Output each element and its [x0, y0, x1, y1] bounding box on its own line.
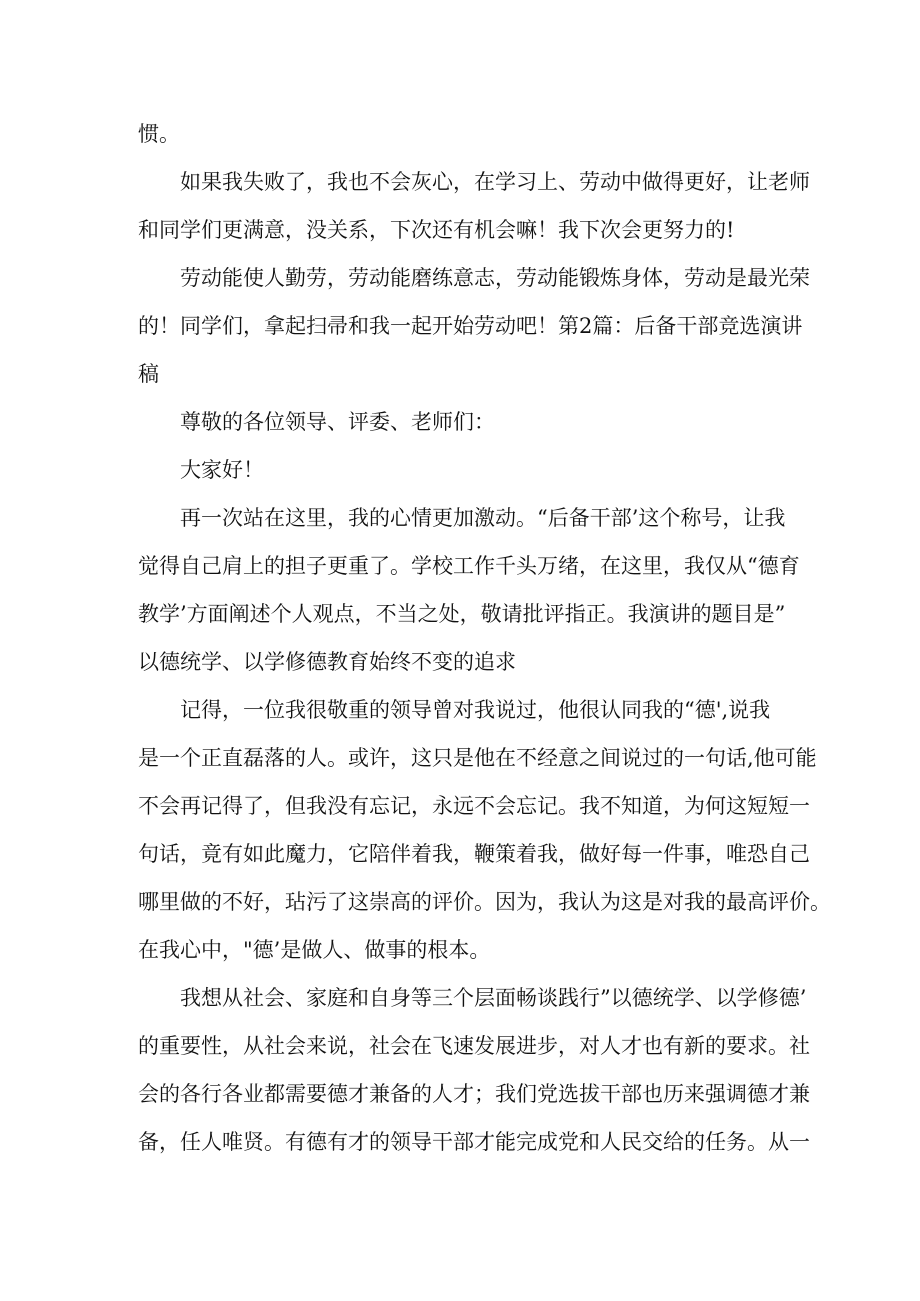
text-line-14: 是一个正直磊落的人。或许，这只是他在不经意之间说过的一句话,他可能 — [138, 746, 817, 770]
text-line-7: 尊敬的各位领导、评委、老师们： — [180, 410, 495, 434]
text-line-10: 觉得自己肩上的担子更重了。学校工作千头万绪，在这里，我仅从“德育 — [138, 554, 800, 578]
text-line-11: 教学’方面阐述个人观点，不当之处，敬请批评指正。我演讲的题目是” — [138, 602, 786, 626]
text-line-16: 句话，竟有如此魔力，它陪伴着我，鞭策着我，做好每一件事，唯恐自己 — [138, 842, 810, 866]
text-line-13: 记得，一位我很敬重的领导曾对我说过，他很认同我的“德',说我 — [180, 698, 771, 722]
text-line-15: 不会再记得了，但我没有忘记，永远不会忘记。我不知道，为何这短短一 — [138, 794, 810, 818]
text-line-9: 再一次站在这里，我的心情更加激动。“后备干部’这个称号，让我 — [180, 506, 786, 530]
text-line-20: 的重要性，从社会来说，社会在飞速发展进步，对人才也有新的要求。社 — [138, 1034, 810, 1058]
text-line-2: 如果我失败了，我也不会灰心，在学习上、劳动中做得更好，让老师 — [180, 170, 810, 194]
text-line-1: 惯。 — [138, 122, 180, 146]
text-line-18: 在我心中，"德’是做人、做事的根本。 — [138, 938, 491, 962]
text-line-8: 大家好！ — [180, 458, 264, 482]
text-line-22: 备，任人唯贤。有德有才的领导干部才能完成党和人民交给的任务。从一 — [138, 1130, 810, 1154]
text-line-21: 会的各行各业都需要德才兼备的人才；我们党选拔干部也历来强调德才兼 — [138, 1082, 810, 1106]
text-line-17: 哪里做的不好，玷污了这崇高的评价。因为，我认为这是对我的最高评价。 — [138, 890, 831, 914]
text-line-6: 稿 — [138, 362, 159, 386]
text-line-3: 和同学们更满意，没关系，下次还有机会嘛！我下次会更努力的! — [138, 218, 735, 242]
text-line-12: 以德统学、以学修德教育始终不变的追求 — [138, 650, 516, 674]
text-line-19: 我想从社会、家庭和自身等三个层面畅谈践行”以德统学、以学修德’ — [180, 986, 807, 1010]
text-line-4: 劳动能使人勤劳，劳动能磨练意志，劳动能锻炼身体，劳动是最光荣 — [180, 266, 810, 290]
text-line-5: 的！同学们，拿起扫帚和我一起开始劳动吧！第2篇：后备干部竞选演讲 — [138, 314, 803, 338]
